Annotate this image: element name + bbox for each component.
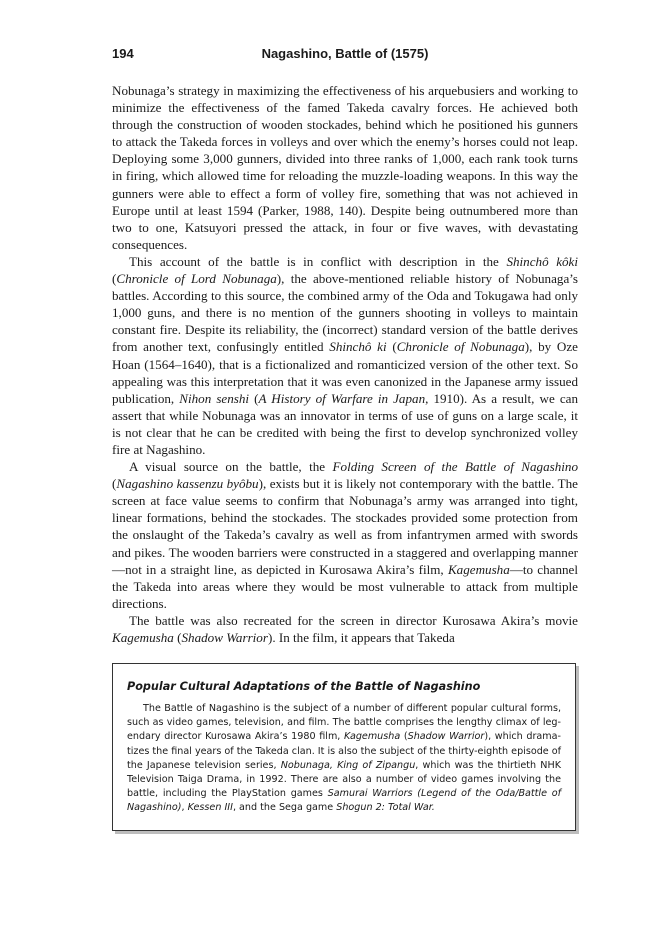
text-run: ). In the film, it appears that Takeda bbox=[267, 630, 455, 645]
text-run: A visual source on the battle, the bbox=[129, 459, 333, 475]
text-run: ( bbox=[400, 731, 408, 743]
italic-title-text: Chronicle of Nobunaga bbox=[396, 339, 525, 355]
italic-title-text: Shinchô kôki bbox=[506, 253, 579, 269]
italic-title-text: Shogun 2: Total War. bbox=[336, 802, 435, 814]
italic-title-text: Nihon senshi bbox=[179, 390, 250, 406]
italic-title-text: A History of Warfare in Japan bbox=[258, 390, 426, 406]
page-header bbox=[112, 46, 578, 66]
italic-title-text: Shadow Warrior bbox=[407, 731, 485, 743]
body-text bbox=[112, 82, 578, 646]
body-paragraph bbox=[112, 253, 578, 458]
text-run: ), by Oze Hoan (1564–1640), that is a fictionalized and romanticized version of the other text. So appealing was this interpretation that it was even canonized in the Japanese army issued publication, bbox=[112, 339, 578, 406]
text-run: —to channel the Takeda into areas where they would be most vulnerable to attack from multiple directions. bbox=[112, 561, 578, 611]
text-run: The Battle of Nagashino is the subject of a number of different popular cultural forms, such as video games, television, and film. The battle comprises the lengthy climax of legendary director Kurosawa Akira’s 1980 film, bbox=[127, 703, 561, 743]
italic-title-text: Kagemusha bbox=[447, 561, 510, 577]
italic-title-text: Nagashino kassenzu byôbu bbox=[116, 476, 259, 492]
text-run: ( bbox=[386, 339, 397, 355]
italic-title-text: Folding Screen of the Battle of Nagashino bbox=[332, 459, 578, 475]
italic-title-text: Shadow Warrior bbox=[181, 630, 268, 645]
sidebar-box bbox=[112, 663, 576, 831]
text-run: Nobunaga’s strategy in maximizing the effectiveness of his arquebusiers and working to minimize the effectiveness of the famed Takeda cavalry forces. He achieved both through the construction of wooden stockades, behind which he positioned his gunners to attack the Takeda forces in volleys and over which the enemy’s horses could not leap. Deploying some 3,000 gunners, divided into three ranks of 1,000, each rank took turns in firing, which allowed time for reloading the muzzle-loading weapons. In this way the gunners were able to effect a form of volley fire, something that was not achieved in Europe until at least 1594 (Parker, 1988, 140). Despite being outnumbered more than two to one, Katsuyori pressed the attack, in four or five waves, with devastating consequences. bbox=[112, 83, 578, 252]
text-run: , 1910). As a result, we can assert that while Nobunaga was an innovator in terms of use of guns on a large scale, it is not clear that he can be credited with being the first to develop synchronized volley fire at Nagashino. bbox=[112, 390, 578, 457]
body-paragraph bbox=[112, 612, 578, 646]
running-head: Nagashino, Battle of (1575) bbox=[261, 46, 429, 61]
body-paragraph bbox=[112, 458, 578, 612]
italic-title-text: Kagemusha bbox=[344, 731, 401, 743]
text-run: ), exists but it is likely not contemporary with the battle. The screen at face value seems to confirm that Nobunaga’s army was arranged into tight, linear formations, behind the stockades. The stockades provided some protection from the onslaught of the Takeda’s cavalry as well as from infantrymen armed with swords and pikes. The wooden barriers were constructed in a staggered and overlapping manner—not in a straight line, as depicted in Kurosawa Akira’s film, bbox=[112, 476, 578, 577]
body-paragraph bbox=[112, 82, 578, 253]
italic-title-text: Kessen III bbox=[187, 802, 233, 814]
italic-title-text: Shinchô ki bbox=[329, 339, 387, 355]
text-run: ( bbox=[112, 271, 117, 287]
text-run: , bbox=[181, 802, 188, 814]
text-run: ( bbox=[249, 390, 259, 406]
italic-title-text: Chronicle of Lord Nobunaga bbox=[116, 271, 277, 287]
italic-title-text: Samurai Warriors (Legend of the Oda/Battle of Nagashino) bbox=[127, 788, 561, 814]
page-number: 194 bbox=[112, 46, 134, 61]
text-run: , and the Sega game bbox=[232, 802, 337, 814]
text-run: ), the above-mentioned reliable history of Nobunaga’s battles. According to this source, the combined army of the Oda and Tokugawa had only 1,000 guns, and there is no mention of the gunners shooting in volleys to maintain constant fire. Despite its reliability, the (incorrect) standard version of the battle derives from another text, confusingly entitled bbox=[112, 271, 579, 355]
sidebar-title: Popular Cultural Adaptations of the Battle of Nagashino bbox=[127, 680, 481, 693]
italic-title-text: Kagemusha bbox=[112, 630, 174, 645]
text-run: The battle was also recreated for the screen in director Kurosawa Akira’s movie bbox=[129, 612, 578, 628]
text-run: , which was the thirtieth NHK Television Taiga Drama, in 1992. There are also a number of video games involving the battle, including the PlayStation games bbox=[127, 759, 561, 800]
text-run: This account of the battle is in conflict with description in the bbox=[129, 253, 507, 269]
italic-title-text: Nobunaga, King of Zipangu bbox=[280, 759, 416, 771]
text-run: ( bbox=[112, 476, 117, 492]
text-run: ( bbox=[173, 630, 182, 645]
text-run: ), which dramatizes the final years of the Takeda clan. It is also the subject of the thirty-eighth episode of the Japanese television series, bbox=[127, 731, 561, 771]
sidebar-text bbox=[127, 702, 561, 816]
